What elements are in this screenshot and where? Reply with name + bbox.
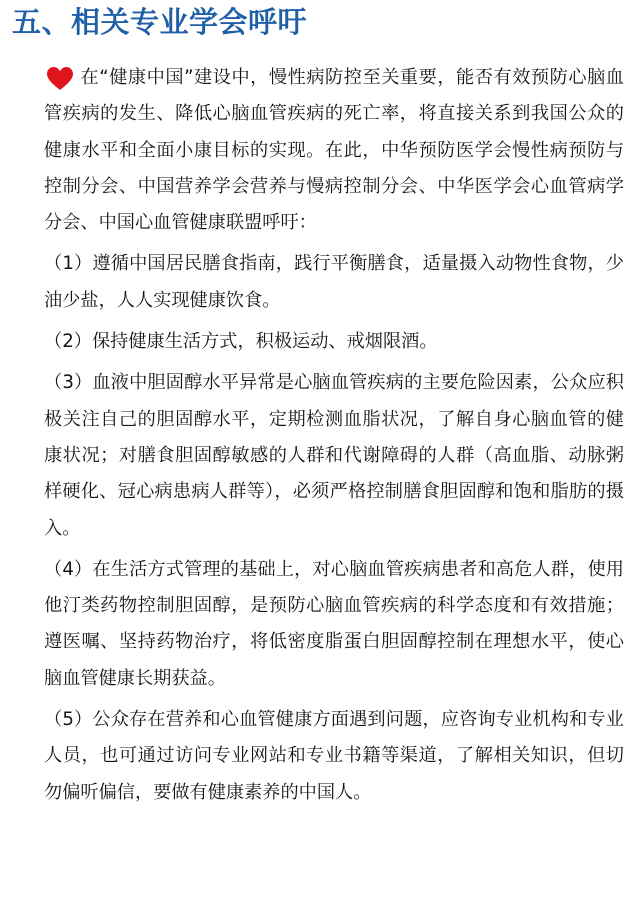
list-item: （5）公众存在营养和心血管健康方面遇到问题，应咨询专业机构和专业人员，也可通过访问专业网站和专业书籍等渠道，了解相关知识，但切勿偏听偏信，要做有健康素养的中国人。 [44, 709, 624, 803]
intro-text: 在“健康中国”建设中，慢性病防控至关重要，能否有效预防心脑血管疾病的发生、降低心脑血管疾病的死亡率，将直接关系到我国公众的健康水平和全面小康目标的实现。在此，中华预防医学会慢性病预防与控制分会、中国营养学会营养与慢病控制分会、中华医学会心血管病学分会、中国心血管健康联盟呼吁： [44, 67, 624, 234]
article-body [44, 60, 624, 816]
list-item: （3）血液中胆固醇水平异常是心脑血管疾病的主要危险因素，公众应积极关注自己的胆固醇水平，定期检测血脂状况，了解自身心脑血管的健康状况；对膳食胆固醇敏感的人群和代谢障碍的人群（高血脂、动脉粥样硬化、冠心病患病人群等），必须严格控制膳食胆固醇和饱和脂肪的摄入。 [44, 372, 624, 539]
list-item: （2）保持健康生活方式，积极运动、戒烟限酒。 [44, 331, 438, 353]
intro-paragraph [44, 60, 624, 241]
list-item: （1）遵循中国居民膳食指南，践行平衡膳食，适量摄入动物性食物，少油少盐，人人实现健康饮食。 [44, 253, 624, 311]
section-title: 五、相关专业学会呼吁 [12, 5, 308, 39]
list-item: （4）在生活方式管理的基础上，对心脑血管疾病患者和高危人群，使用他汀类药物控制胆固醇，是预防心脑血管疾病的科学态度和有效措施；遵医嘱、坚持药物治疗，将低密度脂蛋白胆固醇控制在理想水平，使心脑血管健康长期获益。 [44, 558, 624, 689]
